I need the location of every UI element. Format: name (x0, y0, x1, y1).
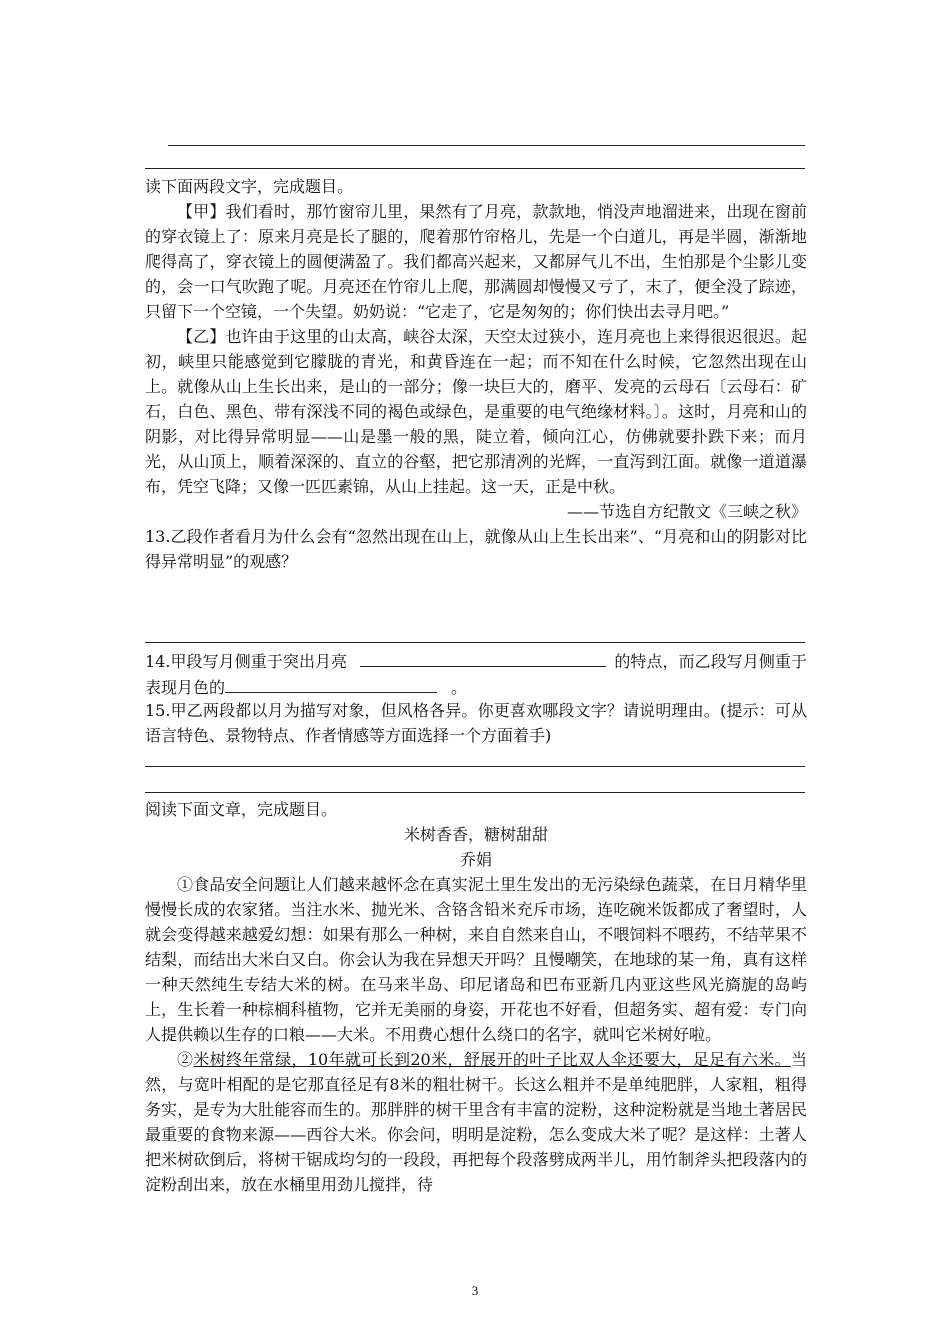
answer-line-q13 (145, 642, 805, 643)
answer-line (145, 168, 805, 169)
q14-text-a: 14.甲段写月侧重于突出月亮 (145, 652, 348, 671)
question-15: 15.甲乙两段都以月为描写对象，但风格各异。你更喜欢哪段文字？请说明理由。(提示：可从语言特色、景物特点、作者情感等方面选择一个方面着手) (145, 701, 807, 745)
paragraph-2-number: ② (177, 1050, 194, 1069)
question-13: 13.乙段作者看月为什么会有“忽然出现在山上，就像从山上生长出来”、“月亮和山的阴影对比得异常明显”的观感？ (145, 527, 807, 571)
q14-blank-2[interactable] (225, 674, 437, 693)
page-number: 3 (471, 1283, 479, 1298)
paragraph-2-rest: 当然，与宽叶相配的是它那直径足有8米的粗壮树干。长这么粗并不是单纯肥胖，人家粗，粗得务实，是专为大肚能容而生的。那胖胖的树干里含有丰富的淀粉，这种淀粉就是当地土著居民最重要的食物来源——西谷大米。你会问，明明是淀粉，怎么变成大米了呢？是这样：土著人把米树砍倒后，将树干锯成均匀的一段段，再把每个段落劈成两半儿，用竹制斧头把段落内的淀粉刮出来，放在水桶里用劲儿搅拌，待 (145, 1050, 807, 1194)
passage-jia: 【甲】我们看时，那竹窗帘儿里，果然有了月亮，款款地，悄没声地溜进来，出现在窗前的穿衣镜上了：原来月亮是长了腿的，爬着那竹帘格儿，先是一个白道儿，再是半圆，渐渐地爬得高了，穿衣镜上的圆便满盈了。我们都高兴起来，又都屏气儿不出，生怕那是个尘影儿变的，会一口气吹跑了呢。月亮还在竹帘儿上爬，那满圆却慢慢又亏了，末了，便全没了踪迹，只留下一个空镜，一个失望。奶奶说：“它走了，它是匆匆的；你们快出去寻月吧。” (145, 202, 807, 321)
q14-text-b: 的特点，而乙段写月侧重于表现月色的 (145, 652, 807, 697)
question-15-block (145, 698, 807, 748)
passage-yi: 【乙】也许由于这里的山太高，峡谷太深，天空太过狭小，连月亮也上来得很迟很迟。起初，峡里只能感觉到它朦胧的青光，和黄昏连在一起；而不知在什么时候，它忽然出现在山上。就像从山上生长出来，是山的一部分；像一块巨大的，磨平、发亮的云母石〔云母石：矿石，白色、黑色、带有深浅不同的褐色或绿色，是重要的电气绝缘材料。〕。这时，月亮和山的阴影，对比得异常明显——山是墨一般的黑，陡立着，倾向江心，仿佛就要扑跌下来；而月光，从山顶上，顺着深深的、直立的谷壑，把它那清冽的光辉，一直泻到江面。就像一道道瀑布，凭空飞降；又像一匹匹素锦，从山上挂起。这一天，正是中秋。 (145, 327, 807, 496)
article-paragraph-1: ①食品安全问题让人们越来越怀念在真实泥土里生发出的无污染绿色蔬菜，在日月精华里慢慢长成的农家猪。当注水米、抛光米、含铬含铅米充斥市场，连吃碗米饭都成了奢望时，人就会变得越来越爱幻想：如果有那么一种树，来自自然来自山，不喂饲料不喂药，不结苹果不结梨，而结出大米白又白。你会认为我在异想天开吗？且慢嘲笑，在地球的某一角，真有这样一种天然纯生专结大米的树。在马来半岛、印尼诸岛和巴布亚新几内亚这些风光旖旎的岛屿上，生长着一种棕榈科植物，它并无美丽的身姿，开花也不好看，但超务实、超有爱：专门向人提供赖以生存的口粮——大米。不用费心想什么绕口的名字，就叫它米树好啦。 (145, 875, 807, 1044)
reading2-instruction: 阅读下面文章，完成题目。 (145, 800, 338, 819)
reading-section-2 (145, 797, 807, 1197)
q14-text-c: 。 (451, 678, 468, 697)
article-title: 米树香香，糖树甜甜 (403, 825, 548, 844)
article-paragraph-2 (145, 1047, 807, 1197)
answer-line (168, 145, 805, 146)
question-14 (145, 648, 807, 700)
reading1-instruction: 读下面两段文字，完成题目。 (145, 177, 354, 196)
reading-section-1 (145, 174, 807, 574)
answer-line-q15 (145, 792, 805, 793)
q14-blank-1[interactable] (360, 648, 606, 667)
passage-source: ——节选自方纪散文《三峡之秋》 (566, 502, 807, 521)
article-author: 乔娟 (459, 850, 492, 869)
underlined-sentence: 米树终年常绿，10年就可长到20米，舒展开的叶子比双人伞还要大，足足有六米。 (193, 1050, 791, 1069)
answer-line-q15 (145, 766, 805, 767)
